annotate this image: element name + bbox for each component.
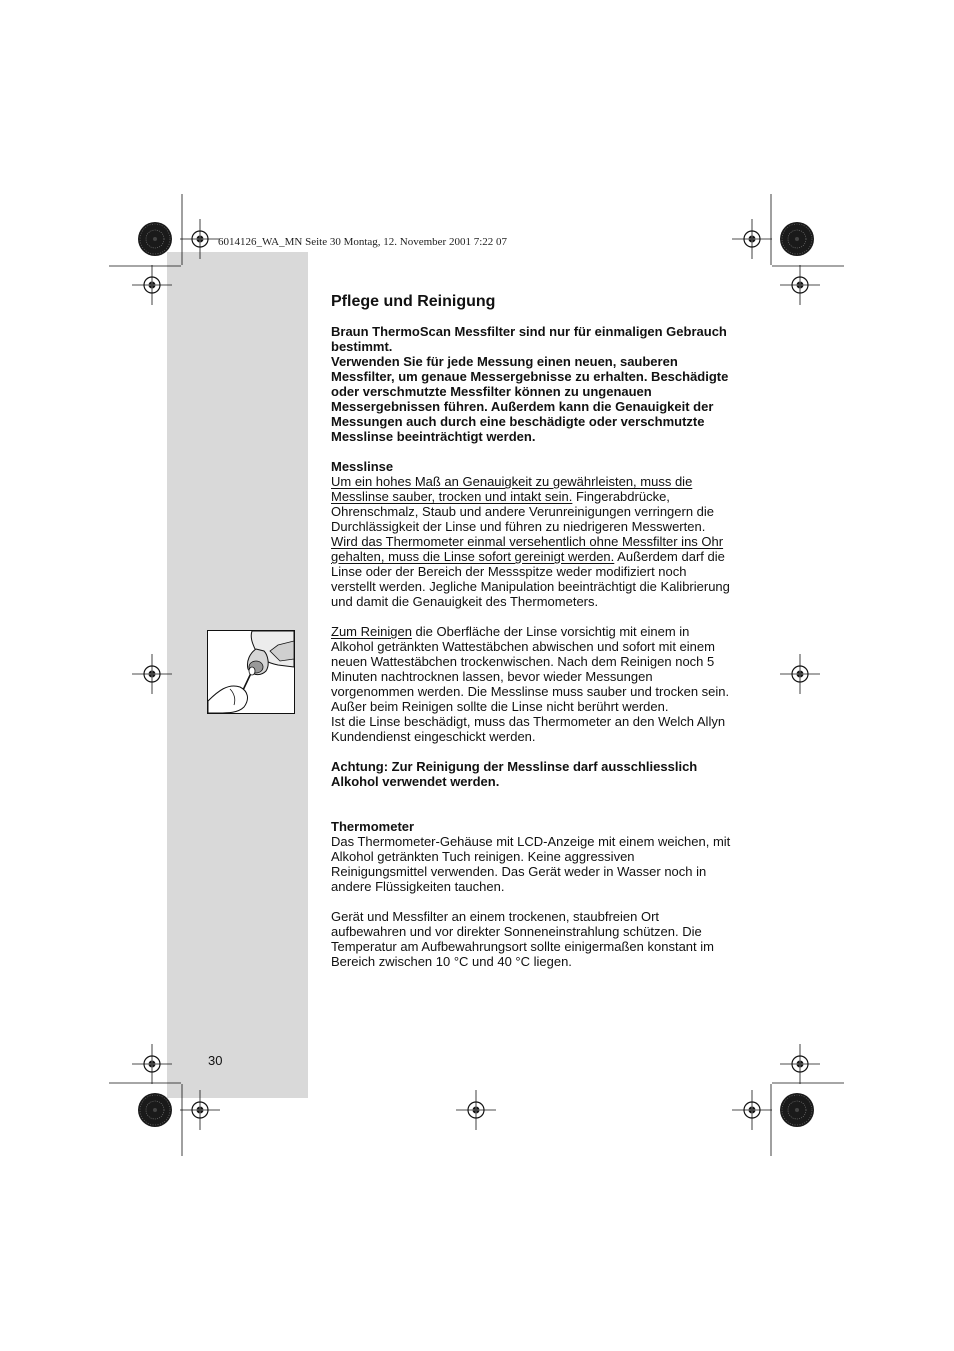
print-slug-line: 6014126_WA_MN Seite 30 Montag, 12. November 2001 7:22 07	[218, 236, 508, 248]
color-wheel-mark-icon	[780, 1093, 814, 1127]
registration-mark-icon	[180, 219, 220, 259]
underlined-text: Zum Reinigen	[331, 624, 412, 639]
registration-mark-icon	[732, 1090, 772, 1130]
intro-line-1: Braun ThermoScan Messfilter sind nur für einmaligen Gebrauch bestimmt.	[331, 324, 727, 354]
body-text: die Oberfläche der Linse vorsichtig mit einem in Alkohol getränkten Wattestäbchen abwischen und sofort mit einem neuen Wattestäbchen trockenwischen. Nach dem Reinigen noch 5 Minuten nachtrocknen lassen, bevor wieder Messungen vorgenommen werden. Die Messlinse muss sauber und trocken sein. Außer beim Reinigen sollte die Linse nicht berührt werden.	[331, 624, 730, 714]
registration-mark-icon	[132, 265, 172, 305]
thermometer-section	[331, 819, 731, 894]
main-content	[331, 292, 731, 984]
intro-line-2: Verwenden Sie für jede Messung einen neuen, sauberen Messfilter, um genaue Messergebnisse zu erhalten. Beschädigte oder verschmutzte Messfilter können zu ungenauen Messergebnissen führen. Außerdem kann die Genauigkeit der Messungen auch durch eine beschädigte oder verschmutzte Messlinse beeinträchtigt werden.	[331, 354, 729, 444]
body-text: Fingerabdrücke, Ohrenschmalz, Staub und andere Verunreinigungen verringern die Durchlässigkeit der Linse und führen zu niedrigeren Messwerten.	[331, 489, 715, 534]
messlinse-cleaning	[331, 624, 731, 744]
registration-mark-icon	[132, 654, 172, 694]
lens-cleaning-illustration	[207, 630, 295, 714]
thermometer-paragraph-1: Das Thermometer-Gehäuse mit LCD-Anzeige mit einem weichen, mit Alkohol getränkten Tuch reinigen. Keine aggressiven Reinigungsmittel verwenden. Das Gerät weder in Wasser noch in andere Flüssigkeiten tauchen.	[331, 834, 731, 894]
page-number: 30	[208, 1053, 223, 1068]
messlinse-section	[331, 459, 731, 609]
section-heading-messlinse: Messlinse	[331, 459, 394, 474]
registration-mark-icon	[180, 1090, 220, 1130]
underlined-text: Um ein hohes Maß an Genauigkeit zu gewährleisten, muss die Messlinse sauber, trocken und intakt sein.	[331, 474, 693, 504]
messlinse-paragraph-1	[331, 474, 731, 609]
color-wheel-mark-icon	[138, 1093, 172, 1127]
color-wheel-mark-icon	[138, 222, 172, 256]
messlinse-paragraph-2	[331, 624, 731, 714]
registration-mark-icon	[732, 219, 772, 259]
color-wheel-mark-icon	[780, 222, 814, 256]
registration-mark-icon	[132, 1044, 172, 1084]
registration-mark-icon	[780, 1044, 820, 1084]
registration-mark-icon	[780, 654, 820, 694]
intro-notice	[331, 324, 731, 444]
body-text: Außerdem darf die Linse oder der Bereich der Messspitze weder modifiziert noch verstellt werden. Jegliche Manipulation beeinträchtigt die Kalibrierung und damit die Genauigkeit des Thermometers.	[331, 549, 730, 609]
registration-mark-icon	[456, 1090, 496, 1130]
messlinse-paragraph-3: Ist die Linse beschädigt, muss das Thermometer an den Welch Allyn Kundendienst eingeschickt werden.	[331, 714, 726, 744]
thermometer-paragraph-2: Gerät und Messfilter an einem trockenen, staubfreien Ort aufbewahren und vor direkter Sonneneinstrahlung schützen. Die Temperatur am Aufbewahrungsort sollte einigermaßen konstant im Bereich zwischen 10 °C und 40 °C liegen.	[331, 909, 714, 969]
registration-mark-icon	[780, 265, 820, 305]
page-title: Pflege und Reinigung	[331, 293, 496, 310]
section-heading-thermometer: Thermometer	[331, 819, 415, 834]
warning-text: Achtung: Zur Reinigung der Messlinse darf ausschliesslich Alkohol verwendet werden.	[331, 759, 698, 789]
underlined-text: Wird das Thermometer einmal versehentlich ohne Messfilter ins Ohr gehalten, muss die Linse sofort gereinigt werden.	[331, 534, 724, 564]
